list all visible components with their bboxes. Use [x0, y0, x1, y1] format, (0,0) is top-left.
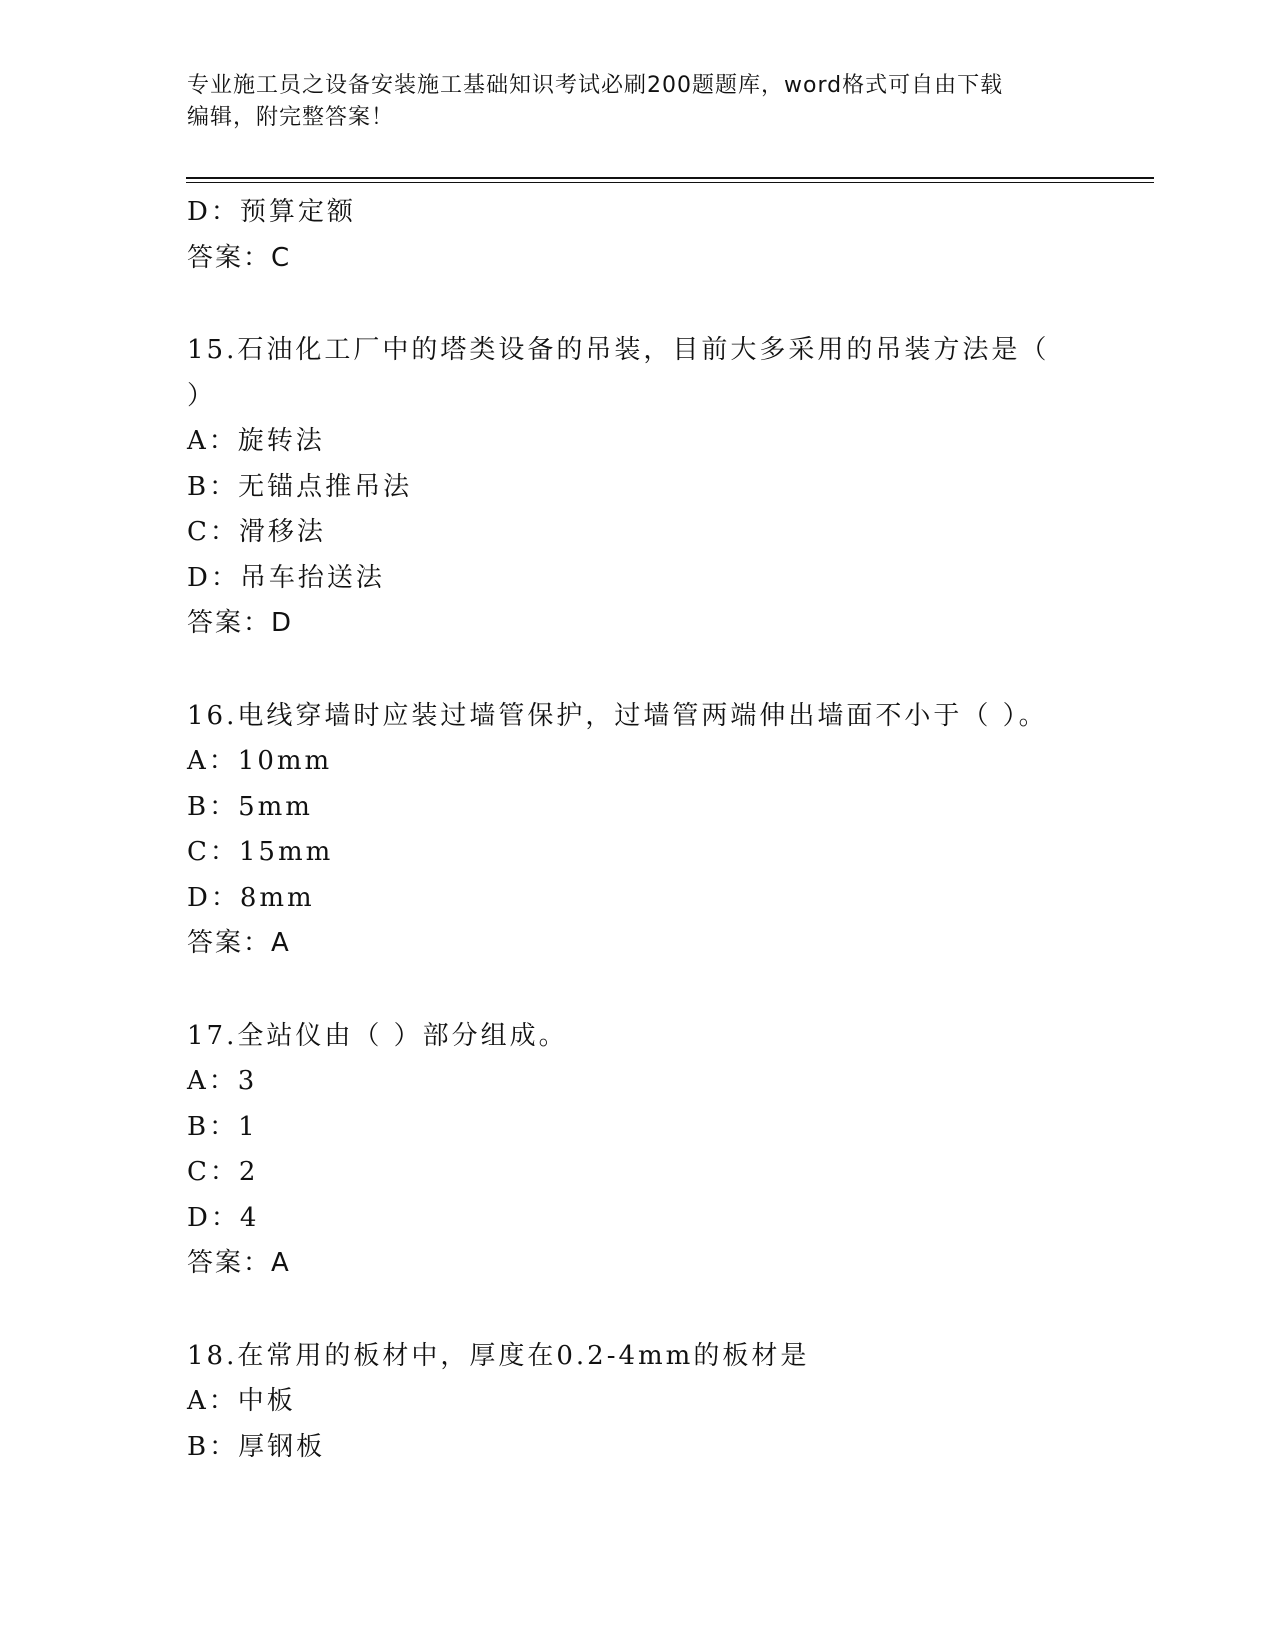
document-header [187, 70, 1087, 134]
header-divider-thin [186, 182, 1154, 183]
question-text: 16.电线穿墙时应装过墙管保护，过墙管两端伸出墙面不小于（ ）。 [187, 700, 1048, 731]
answer-line: 答案：D [187, 608, 294, 638]
option-d: D：8mm [187, 882, 315, 913]
option-c: C：滑移法 [187, 517, 326, 547]
option-d: D：4 [187, 1202, 260, 1233]
block-spacer [187, 281, 1087, 328]
option-a: A：中板 [187, 1386, 296, 1416]
question-block-18 [187, 1334, 1087, 1471]
question-list [187, 190, 1087, 1470]
block-spacer [187, 967, 1087, 1014]
question-text: 17.全站仪由（ ）部分组成。 [187, 1020, 568, 1051]
header-line-1: 专业施工员之设备安装施工基础知识考试必刷200题题库，word格式可自由下载 [187, 73, 1004, 98]
option-a: A：旋转法 [187, 426, 325, 456]
option-d: D：预算定额 [187, 197, 356, 227]
option-c: C：15mm [187, 837, 334, 867]
block-spacer [187, 1287, 1087, 1334]
question-text-continued: ） [187, 380, 217, 411]
option-a: A：3 [187, 1066, 258, 1096]
answer-line: 答案：C [187, 242, 292, 273]
option-b: B：无锚点推吊法 [187, 471, 413, 502]
option-a: A：10mm [187, 746, 333, 776]
option-b: B：厚钢板 [187, 1431, 326, 1462]
answer-line: 答案：A [187, 928, 291, 958]
question-block-17 [187, 1014, 1087, 1287]
header-divider-thick [186, 177, 1154, 179]
question-text: 15.石油化工厂中的塔类设备的吊装，目前大多采用的吊装方法是（ [187, 335, 1050, 365]
option-d: D：吊车抬送法 [187, 562, 385, 593]
question-block-16 [187, 694, 1087, 967]
block-spacer [187, 647, 1087, 694]
question-block-15 [187, 328, 1087, 647]
option-b: B：5mm [187, 791, 313, 822]
question-text: 18.在常用的板材中，厚度在0.2-4mm的板材是 [187, 1340, 810, 1371]
option-b: B：1 [187, 1111, 258, 1142]
answer-line: 答案：A [187, 1248, 291, 1278]
option-c: C：2 [187, 1157, 259, 1187]
question-block-14 [187, 190, 1087, 281]
header-line-2: 编辑，附完整答案！ [187, 105, 395, 130]
